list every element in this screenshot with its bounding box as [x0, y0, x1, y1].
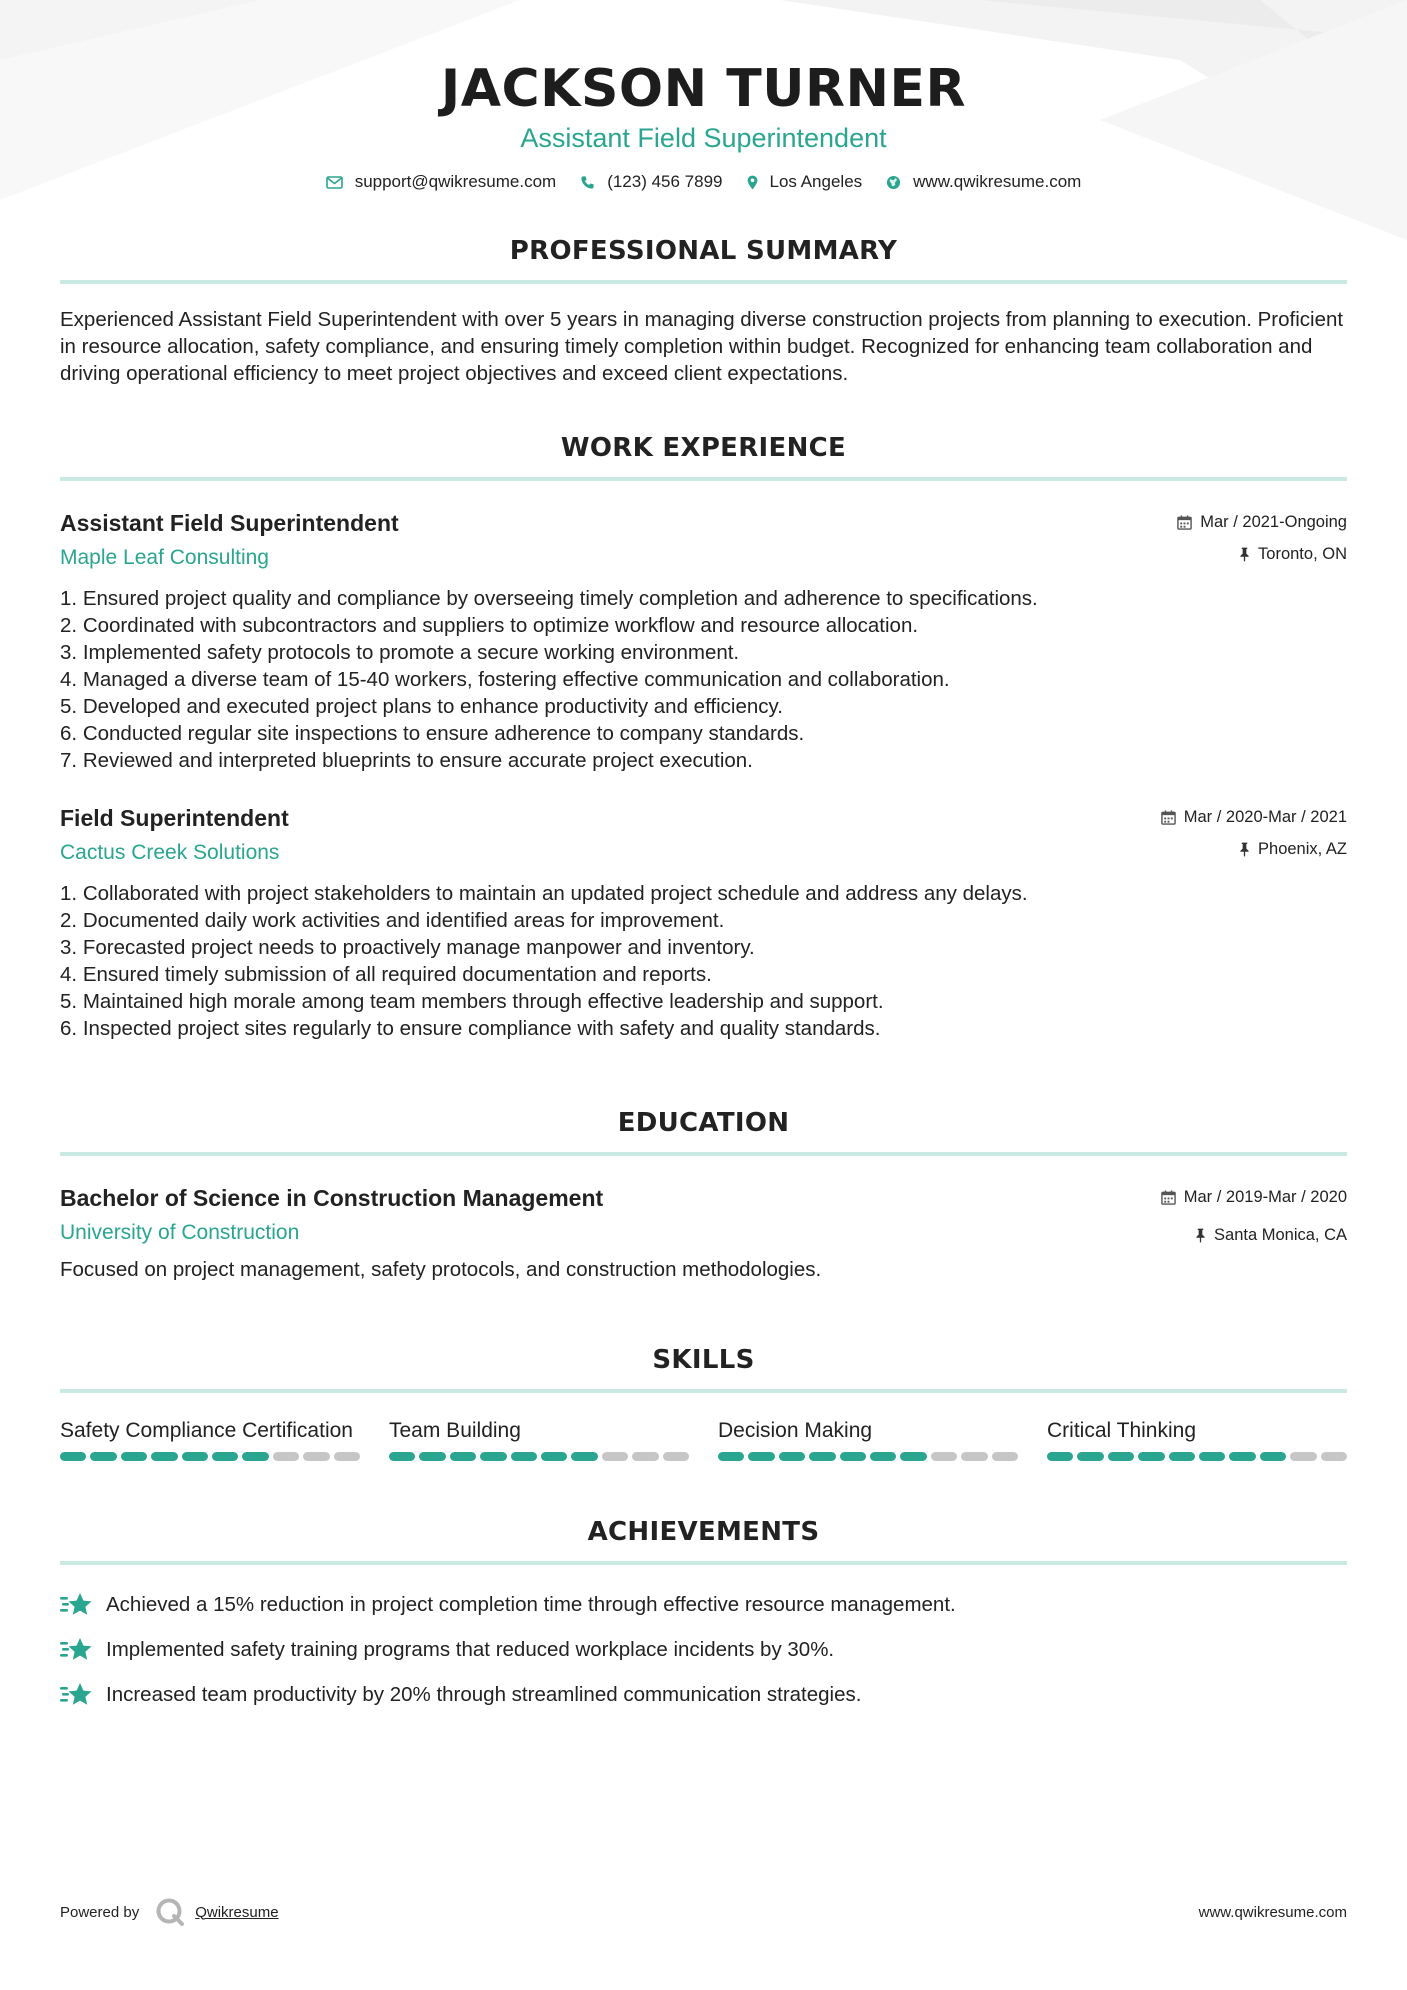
summary-divider [60, 280, 1347, 284]
skill-segment-empty [273, 1452, 299, 1461]
skill-segment-filled [571, 1452, 597, 1461]
skill-segment-filled [1229, 1452, 1255, 1461]
skill-segment-filled [1169, 1452, 1195, 1461]
list-item: Ensured timely submission of all required documentation and reports. [82, 963, 712, 986]
job-responsibilities [60, 880, 1347, 1042]
star-icon [60, 1592, 92, 1618]
contact-email[interactable] [326, 172, 557, 192]
education-entry [60, 1184, 1347, 1283]
skill-level-bar [718, 1452, 1018, 1461]
achievements-divider [60, 1561, 1347, 1565]
skill-segment-filled [1108, 1452, 1134, 1461]
list-item: Conducted regular site inspections to ensure adherence to company standards. [82, 722, 805, 745]
achievements-heading: ACHIEVEMENTS [587, 1517, 820, 1547]
skill-segment-filled [121, 1452, 147, 1461]
job-title: Assistant Field Superintendent [60, 510, 399, 536]
candidate-name: JACKSON TURNER [440, 59, 967, 119]
skill-segment-filled [748, 1452, 774, 1461]
skill-segment-filled [151, 1452, 177, 1461]
skill-item [60, 1417, 360, 1461]
skill-segment-filled [60, 1452, 86, 1461]
company-name: Cactus Creek Solutions [60, 841, 280, 864]
achievement-text: Implemented safety training programs that reduced workplace incidents by 30%. [106, 1638, 835, 1661]
job-location: Toronto, ON [1258, 545, 1347, 563]
skill-segment-filled [1199, 1452, 1225, 1461]
achievements-list [60, 1591, 1347, 1708]
list-item: Implemented safety protocols to promote a secure working environment. [82, 641, 740, 664]
job-title: Field Superintendent [60, 805, 289, 831]
school-name: University of Construction [60, 1221, 300, 1244]
list-item: Developed and executed project plans to enhance productivity and efficiency. [82, 695, 783, 718]
skills-divider [60, 1389, 1347, 1393]
qwikresume-logo-icon [155, 1897, 185, 1927]
contact-location [747, 172, 863, 192]
skill-segment-empty [663, 1452, 689, 1461]
calendar-icon [1177, 515, 1192, 530]
job-entry [60, 509, 1347, 774]
skill-segment-empty [961, 1452, 987, 1461]
education-dates: Mar / 2019-Mar / 2020 [1183, 1188, 1347, 1206]
achievement-text: Achieved a 15% reduction in project completion time through effective resource management. [106, 1593, 956, 1616]
list-item: Documented daily work activities and identified areas for improvement. [82, 909, 725, 932]
job-responsibilities [60, 585, 1347, 774]
skill-item [718, 1417, 1018, 1461]
skill-level-bar [1047, 1452, 1347, 1461]
education-heading: EDUCATION [617, 1108, 790, 1138]
skill-segment-filled [809, 1452, 835, 1461]
list-item: Ensured project quality and compliance by overseeing timely completion and adherence to specifications. [82, 587, 1038, 610]
education-divider [60, 1152, 1347, 1156]
website-text: www.qwikresume.com [913, 172, 1082, 191]
summary-heading: PROFESSIONAL SUMMARY [509, 236, 898, 266]
list-item [60, 1591, 1347, 1618]
star-icon [60, 1637, 92, 1663]
list-item: Forecasted project needs to proactively manage manpower and inventory. [82, 936, 755, 959]
location-text: Los Angeles [769, 172, 863, 191]
envelope-icon [326, 176, 343, 189]
star-icon [60, 1682, 92, 1708]
map-pin-icon [747, 175, 758, 190]
skills-list [60, 1417, 1347, 1461]
skill-segment-empty [632, 1452, 658, 1461]
skill-name: Critical Thinking [1047, 1419, 1196, 1442]
list-item: Managed a diverse team of 15-40 workers, fostering effective communication and collaboration. [82, 668, 950, 691]
contact-phone[interactable] [580, 172, 722, 192]
skill-segment-empty [303, 1452, 329, 1461]
skill-segment-filled [90, 1452, 116, 1461]
skill-segment-filled [389, 1452, 415, 1461]
pushpin-icon [1195, 1228, 1206, 1243]
skill-segment-filled [511, 1452, 537, 1461]
skill-item [389, 1417, 689, 1461]
list-item: Coordinated with subcontractors and suppliers to optimize workflow and resource allocation. [82, 614, 919, 637]
education-section [60, 1108, 1347, 1283]
skill-segment-empty [1290, 1452, 1316, 1461]
skill-name: Safety Compliance Certification [60, 1419, 353, 1442]
skill-segment-filled [779, 1452, 805, 1461]
calendar-icon [1161, 1190, 1176, 1205]
job-entry [60, 804, 1347, 1042]
skill-segment-empty [931, 1452, 957, 1461]
skill-segment-filled [1260, 1452, 1286, 1461]
job-dates: Mar / 2020-Mar / 2021 [1183, 808, 1347, 826]
list-item: Maintained high morale among team members through effective leadership and support. [82, 990, 884, 1013]
skill-level-bar [389, 1452, 689, 1461]
summary-section [60, 236, 1347, 387]
resume-header [60, 0, 1347, 192]
skill-segment-filled [480, 1452, 506, 1461]
skills-heading: SKILLS [652, 1345, 755, 1375]
education-location: Santa Monica, CA [1214, 1226, 1347, 1244]
skill-segment-filled [242, 1452, 268, 1461]
globe-icon [886, 175, 901, 190]
phone-icon [580, 175, 595, 190]
skill-segment-filled [182, 1452, 208, 1461]
achievements-section [60, 1517, 1347, 1708]
skill-item [1047, 1417, 1347, 1461]
skill-segment-empty [1321, 1452, 1347, 1461]
powered-by-label: Powered by [60, 1903, 140, 1921]
skill-segment-filled [718, 1452, 744, 1461]
experience-divider [60, 477, 1347, 481]
skill-segment-empty [334, 1452, 360, 1461]
job-dates: Mar / 2021-Ongoing [1200, 513, 1347, 531]
skill-segment-filled [1077, 1452, 1103, 1461]
skill-segment-filled [840, 1452, 866, 1461]
skill-segment-empty [602, 1452, 628, 1461]
list-item [60, 1681, 1347, 1708]
education-description: Focused on project management, safety protocols, and construction methodologies. [60, 1258, 822, 1281]
skill-segment-filled [870, 1452, 896, 1461]
skill-name: Team Building [389, 1419, 521, 1442]
list-item [60, 1636, 1347, 1663]
skill-segment-filled [1047, 1452, 1073, 1461]
experience-section [60, 433, 1347, 1042]
list-item: Reviewed and interpreted blueprints to ensure accurate project execution. [82, 749, 753, 772]
job-location: Phoenix, AZ [1258, 840, 1347, 858]
skill-level-bar [60, 1452, 360, 1461]
skill-segment-filled [1138, 1452, 1164, 1461]
contact-website[interactable] [886, 172, 1081, 192]
skill-segment-filled [541, 1452, 567, 1461]
calendar-icon [1161, 810, 1176, 825]
skill-segment-filled [419, 1452, 445, 1461]
list-item: Inspected project sites regularly to ensure compliance with safety and quality standards. [82, 1017, 881, 1040]
skill-segment-empty [992, 1452, 1018, 1461]
skills-section [60, 1345, 1347, 1461]
achievement-text: Increased team productivity by 20% through streamlined communication strategies. [106, 1683, 862, 1706]
experience-heading: WORK EXPERIENCE [560, 433, 847, 463]
company-name: Maple Leaf Consulting [60, 546, 269, 569]
candidate-title: Assistant Field Superintendent [520, 123, 887, 153]
contact-bar [60, 172, 1347, 192]
pushpin-icon [1239, 842, 1250, 857]
skill-segment-filled [900, 1452, 926, 1461]
summary-text: Experienced Assistant Field Superintendent with over 5 years in managing diverse construction projects from planning to execution. Proficient in resource allocation, safety compliance, and ensuring timely completion within budget. Recognized for enhancing team collaboration and driving operational efficiency to meet project objectives and exceed client expectations. [60, 308, 1344, 385]
email-text: support@qwikresume.com [354, 172, 557, 191]
brand-link[interactable]: Qwikresume [195, 1903, 279, 1921]
skill-name: Decision Making [718, 1419, 873, 1442]
footer [60, 1897, 1347, 1927]
pushpin-icon [1239, 547, 1250, 562]
skill-segment-filled [212, 1452, 238, 1461]
skill-segment-filled [450, 1452, 476, 1461]
phone-text: (123) 456 7899 [607, 172, 723, 191]
footer-website[interactable]: www.qwikresume.com [1198, 1903, 1347, 1921]
list-item: Collaborated with project stakeholders to maintain an updated project schedule and address any delays. [82, 882, 1028, 905]
degree-title: Bachelor of Science in Construction Management [60, 1185, 604, 1211]
